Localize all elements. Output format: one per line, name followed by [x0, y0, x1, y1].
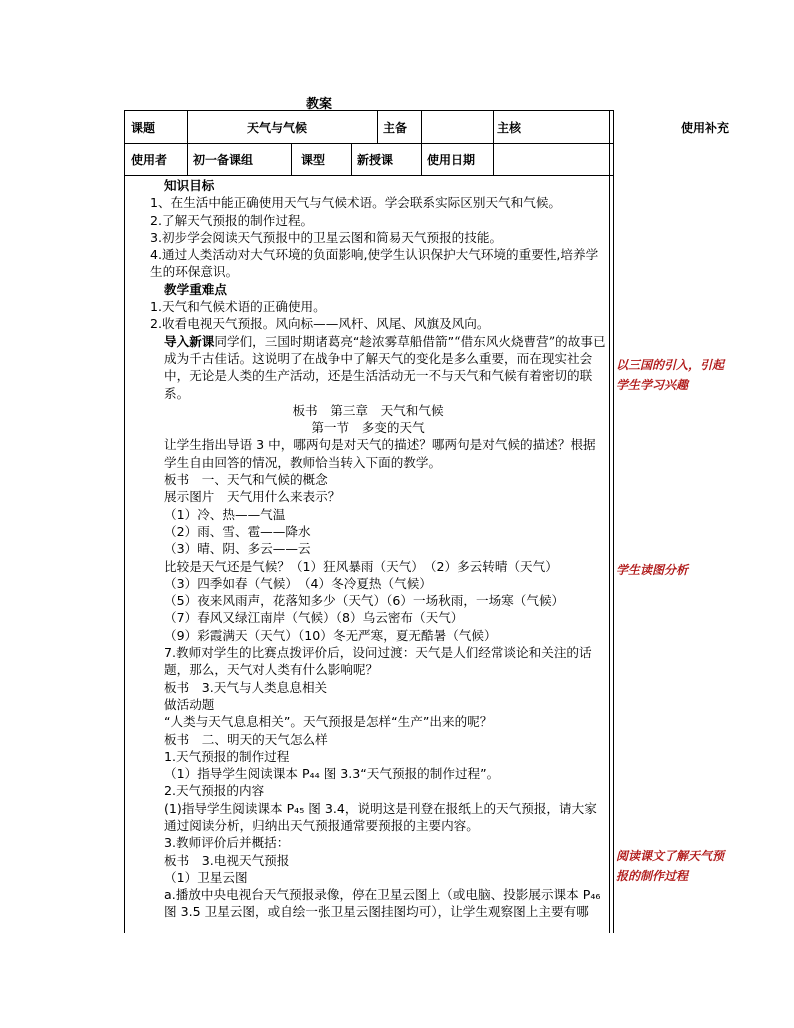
goal-item: 3.初步学会阅读天气预报中的卫星云图和简易天气预报的技能。	[150, 229, 503, 245]
knowledge-heading: 知识目标	[164, 178, 215, 193]
body-line: （5）夜来风雨声，花落知多少（天气）（6）一场秋雨，一场寒（气候）	[164, 593, 565, 609]
body-line: （3）晴、阴、多云——云	[164, 541, 311, 557]
lesson-type-value: 新授课	[357, 152, 394, 167]
body-line: 比较是天气还是气候？（1）狂风暴雨（天气） （2）多云转晴（天气）	[164, 558, 558, 574]
document-title: 教案	[306, 97, 333, 112]
lesson-content	[130, 177, 606, 921]
body-line: 1.天气预报的制作过程	[164, 748, 290, 764]
margin-note-intro: 以三国的引入，引起学生学习兴趣	[616, 358, 725, 392]
intro-quote: “借东风火烧曹营”	[454, 333, 556, 349]
body-line: 让学生指出导语 3 中，哪两句是对天气的描述？哪两句是对气候的描述？根据学生自由回答的情况，教师恰当转入下面的教学。	[164, 437, 596, 470]
board-section: 第一节 多变的天气	[311, 420, 425, 436]
body-line: 7.教师对学生的比赛点拨评价后，设问过渡：天气是人们经常谈论和关注的话题，那么，天气对人类有什么影响呢？	[164, 645, 592, 678]
user-value: 初一备课组	[193, 152, 254, 167]
body-line: （9）彩霞满天（天气）（10）冬无严寒，夏无酷暑（气候）	[164, 627, 497, 643]
body-line: （2）雨、雪、雹——降水	[164, 523, 311, 539]
intro-label: 导入新课	[164, 333, 215, 349]
body-line: （1）冷、热——气温	[164, 506, 286, 522]
topic-label: 课题	[131, 120, 156, 135]
intro-text-b: 的故事已成为千古佳话。这说明了在战争中了解天气的变化是多么重要，而在现实社会中，无论是人类的生产活动，还是生活活动无一不与天气和气候有着密切的联系。	[164, 333, 606, 401]
user-label: 使用者	[131, 152, 168, 167]
goal-item: 1、在生活中能正确使用天气与气候术语。学会联系实际区别天气和气候。	[150, 195, 562, 211]
body-line: (1)指导学生阅读课本 P₄₅ 图 3.4，说明这是刊登在报纸上的天气预报，请大家通过阅读分析，归纳出天气预报通常要预报的主要内容。	[164, 800, 597, 833]
key-point-item: 2.收看电视天气预报。风向标——风杆、风尾、风旗及风向。	[150, 316, 490, 332]
reviewer-label: 主核	[497, 120, 522, 135]
body-line: 板书 一、天气和气候的概念	[164, 472, 328, 488]
body-line: （1）指导学生阅读课本 P₄₄ 图 3.3“天气预报的制作过程”。	[164, 766, 500, 782]
lesson-type-label: 课型	[301, 152, 326, 167]
body-line: 做活动题	[164, 696, 215, 712]
body-line: “人类与天气息息相关”。天气预报是怎样“生产”出来的呢？	[164, 714, 493, 730]
body-line: （7）春风又绿江南岸（气候）（8）乌云密布（天气）	[164, 610, 464, 626]
body-line: 2.天气预报的内容	[164, 783, 265, 799]
body-line: 板书 3.电视天气预报	[164, 852, 290, 868]
board-chapter: 板书 第三章 天气和气候	[292, 402, 444, 418]
use-date-label: 使用日期	[427, 152, 476, 167]
body-line: 板书 二、明天的天气怎么样	[164, 731, 328, 747]
goal-item: 2.了解天气预报的制作过程。	[150, 212, 314, 228]
margin-note-forecast-process: 阅读课文了解天气预报的制作过程	[616, 849, 725, 883]
supplement-label: 使用补充	[680, 120, 729, 135]
intro-text-a: 同学们，三国时期诸葛亮“趁浓雾草船借箭”	[214, 333, 455, 349]
key-points-heading: 教学重难点	[164, 281, 227, 297]
intro-paragraph	[130, 333, 606, 402]
body-line: （3）四季如春（气候） （4）冬冷夏热（气候）	[164, 575, 432, 591]
body-line: （1）卫星云图	[164, 869, 248, 885]
goal-item: 4.通过人类活动对大气环境的负面影响,使学生认识保护大气环境的重要性,培养学生的环保意识。	[150, 247, 599, 280]
body-line: 板书 3.天气与人类息息相关	[164, 679, 328, 695]
body-line: 展示图片 天气用什么来表示？	[164, 489, 341, 505]
key-point-item: 1.天气和气候术语的正确使用。	[150, 299, 326, 315]
lead-preparer-label: 主备	[383, 120, 408, 135]
topic-value: 天气与气候	[247, 120, 308, 135]
body-line: a.播放中央电视台天气预报录像，停在卫星云图上（或电脑、投影展示课本 P₄₆ 图 3.5 卫星云图，或自绘一张卫星云图挂图均可），让学生观察图上主要有哪	[164, 887, 601, 920]
body-line: 3.教师评价后并概括：	[164, 835, 290, 851]
margin-note-map-analysis: 学生读图分析	[616, 563, 689, 577]
